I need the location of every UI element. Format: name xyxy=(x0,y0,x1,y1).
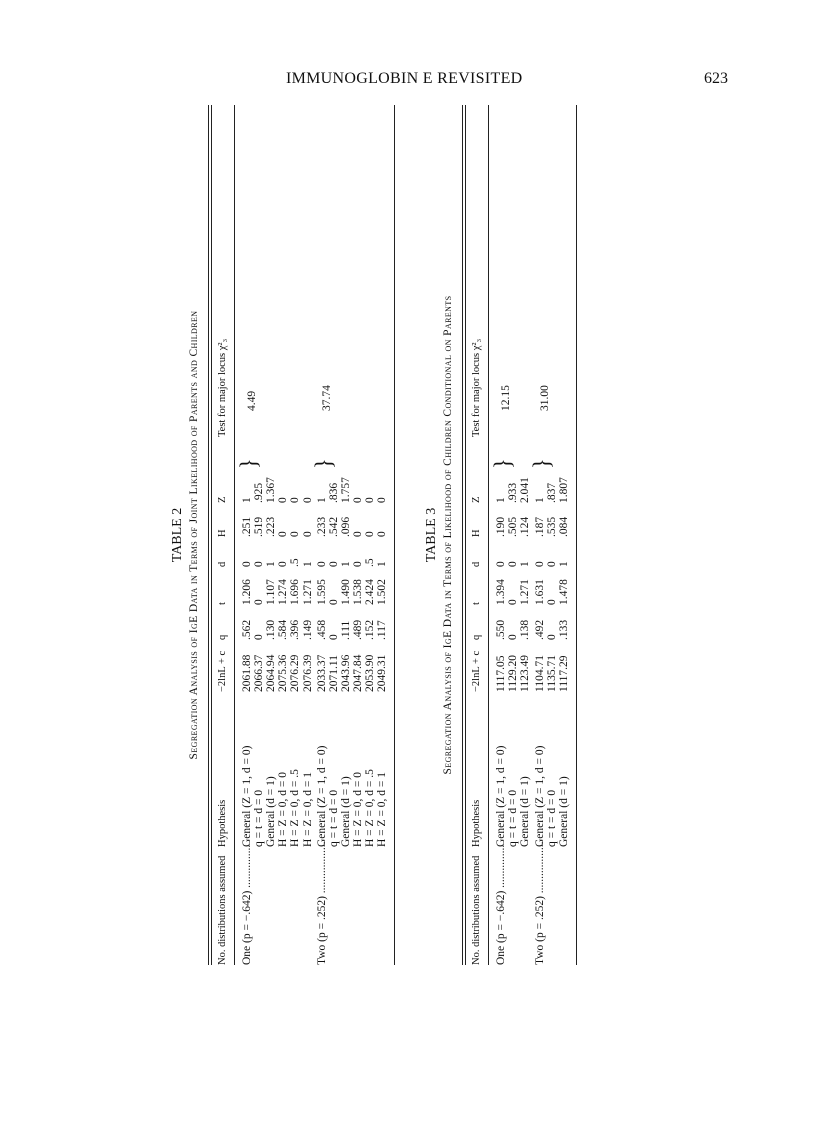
table3-d: 0 xyxy=(507,561,520,567)
table2-h: 0 xyxy=(364,531,376,537)
table2-d: 0 xyxy=(315,561,328,567)
running-head: IMMUNOGLOBIN E REVISITED xyxy=(286,70,523,87)
table2-h: .223 xyxy=(265,516,278,537)
table2-t: 1.271 xyxy=(301,579,314,605)
table2-z: 1 xyxy=(241,497,253,503)
table2-header-1: Hypothesis xyxy=(217,799,228,847)
table3-hypothesis: General (Z = 1, d = 0) xyxy=(495,745,508,847)
table2-header-4: t xyxy=(217,602,228,605)
table2-z: 1 xyxy=(315,497,328,503)
table2-lnl: 2076.39 xyxy=(301,654,314,692)
table3-h: .505 xyxy=(507,516,520,537)
table3-q: .138 xyxy=(519,619,532,640)
table2-d: 0 xyxy=(351,561,364,567)
table2-lnl: 2061.88 xyxy=(241,654,253,692)
table2-q: .152 xyxy=(364,619,376,640)
table3-lnl: 1117.05 xyxy=(495,655,508,692)
table2-rule-bottom xyxy=(394,105,395,965)
table3-z: .837 xyxy=(545,482,558,503)
table2-lnl: 2033.37 xyxy=(315,654,328,692)
table3-title: TABLE 3 xyxy=(424,507,440,563)
table3-hypothesis: General (d = 1) xyxy=(519,776,532,847)
table2-d: 1 xyxy=(376,561,389,567)
table2-caption: Segregation Analysis of IgE Data in Terms of Joint Likelihood of Parents and Children xyxy=(188,310,200,760)
table3-t: 0 xyxy=(545,599,558,605)
table3-t: 1.631 xyxy=(533,579,546,605)
page-number: 623 xyxy=(704,70,728,87)
table2-z: 1.757 xyxy=(339,477,352,503)
table2-z: 1.367 xyxy=(265,477,278,503)
table2-hypothesis: General (Z = 1, d = 0) xyxy=(315,745,328,847)
table2-header-2: −2lnL + c xyxy=(217,650,228,692)
table3-q: 0 xyxy=(545,634,558,640)
table2-hypothesis: General (Z = 1, d = 0) xyxy=(241,745,253,847)
table3-header-1: Hypothesis xyxy=(471,799,483,847)
table2-d: 1 xyxy=(301,561,314,567)
table2-z: .836 xyxy=(327,482,340,503)
table3-rule-bottom xyxy=(576,105,577,965)
table2-lnl: 2049.31 xyxy=(376,654,389,692)
table2-lnl: 2043.96 xyxy=(339,654,352,692)
table2-z: 0 xyxy=(351,497,364,503)
table3-z: 1 xyxy=(495,497,508,503)
table3-q: .492 xyxy=(533,619,546,640)
table2-title: TABLE 2 xyxy=(170,507,185,563)
table3-h: .190 xyxy=(495,516,508,537)
table3-h: .084 xyxy=(557,516,570,537)
table2-h: .233 xyxy=(315,516,328,537)
table3-d: 1 xyxy=(519,561,532,567)
table2-header-0: No. distributions assumed xyxy=(217,855,228,965)
table2-t: 1.490 xyxy=(339,579,352,605)
table2-d: 0 xyxy=(253,561,266,567)
table3-header-6: H xyxy=(471,529,483,537)
table3-z: 1.807 xyxy=(557,477,570,503)
table2-t: 0 xyxy=(253,599,266,605)
table3-t: 1.271 xyxy=(519,579,532,605)
table2-t: 1.696 xyxy=(289,579,302,605)
table3-z: 2.041 xyxy=(519,477,532,503)
table3-header-5: d xyxy=(471,561,483,567)
table2-h: 0 xyxy=(301,531,314,537)
table3-d: 0 xyxy=(545,561,558,567)
table3-d: 0 xyxy=(533,561,546,567)
table2-lnl: 2053.90 xyxy=(364,654,376,692)
table2-q: .149 xyxy=(301,619,314,640)
table2-hypothesis: H = Z = 0, d = 0 xyxy=(351,771,364,847)
table2-hypothesis: H = Z = 0, d = .5 xyxy=(364,769,376,847)
table3-h: .187 xyxy=(533,516,546,537)
table2-test: 4.49 xyxy=(246,390,258,411)
table2-header-3: q xyxy=(217,634,228,640)
brace: } xyxy=(488,458,517,469)
table3-header-3: q xyxy=(471,634,483,640)
table2-t: 1.274 xyxy=(277,579,290,605)
table2-t: 1.538 xyxy=(351,579,364,605)
table2-d: .5 xyxy=(289,558,302,567)
table2-group-label: Two (p = .252) .................. xyxy=(315,841,328,965)
table2-hypothesis: H = Z = 0, d = 1 xyxy=(376,771,389,847)
table3-lnl: 1123.49 xyxy=(519,655,532,692)
table3-lnl: 1135.71 xyxy=(545,655,558,692)
table2-h: .519 xyxy=(253,516,266,537)
table3-hypothesis: General (Z = 1, d = 0) xyxy=(533,745,546,847)
table3-lnl: 1104.71 xyxy=(533,655,546,692)
table2-z: 0 xyxy=(364,497,376,503)
table2-q: .458 xyxy=(315,619,328,640)
table2-h: .542 xyxy=(327,516,340,537)
table2-q: .111 xyxy=(339,620,352,640)
brace: } xyxy=(527,458,555,469)
table2-rule-header xyxy=(234,105,235,965)
table2-hypothesis: H = Z = 0, d = 1 xyxy=(301,771,314,847)
table2-lnl: 2075.36 xyxy=(277,654,290,692)
table2-z: .925 xyxy=(253,482,266,503)
table3-q: .133 xyxy=(557,619,570,640)
table2-d: 0 xyxy=(327,561,340,567)
table2-lnl: 2047.84 xyxy=(351,654,364,692)
table2-group-label: One (p = −.642) ............... xyxy=(241,844,253,965)
table3-z: 1 xyxy=(533,497,546,503)
table2-header-8: Test for major locus χ²₃ xyxy=(217,338,228,437)
table2-hypothesis: General (d = 1) xyxy=(265,776,278,847)
table2-d: .5 xyxy=(364,558,376,567)
table3-d: 1 xyxy=(557,561,570,567)
table2-hypothesis: General (d = 1) xyxy=(339,776,352,847)
table2-h: 0 xyxy=(277,531,290,537)
table3-rule-top2 xyxy=(465,105,466,965)
table3-header-4: t xyxy=(471,602,483,605)
table3-caption: Segregation Analysis of IgE Data in Terms of Likelihood of Children Conditional on Parents xyxy=(442,295,455,775)
table3-rule-header xyxy=(488,105,489,965)
table3-d: 0 xyxy=(495,561,508,567)
table2-q: .584 xyxy=(277,619,290,640)
table3-t: 1.478 xyxy=(557,579,570,605)
table3-header-2: −2lnL + c xyxy=(471,650,483,692)
table2-q: .489 xyxy=(351,619,364,640)
table2-t: 2.424 xyxy=(364,579,376,605)
table2-t: 1.502 xyxy=(376,579,389,605)
table2-lnl: 2066.37 xyxy=(253,654,266,692)
table2-lnl: 2076.29 xyxy=(289,654,302,692)
table3-hypothesis: General (d = 1) xyxy=(557,776,570,847)
table3-h: .535 xyxy=(545,516,558,537)
table2-q: .130 xyxy=(265,619,278,640)
table2-z: 0 xyxy=(289,497,302,503)
table2-q: 0 xyxy=(253,634,266,640)
table3-group-label: Two (p = .252) .................. xyxy=(533,841,546,965)
table2-t: 1.206 xyxy=(241,579,253,605)
table3-test: 12.15 xyxy=(500,385,513,411)
table2-test: 37.74 xyxy=(320,385,333,411)
table2-z: 0 xyxy=(376,497,389,503)
table2-t: 1.107 xyxy=(265,579,278,605)
table2-rule-top2 xyxy=(211,105,212,965)
table3-header-0: No. distributions assumed xyxy=(471,855,483,965)
brace: } xyxy=(309,458,337,469)
table2-d: 1 xyxy=(265,561,278,567)
table3-q: .550 xyxy=(495,619,508,640)
table3-group-label: One (p = −.642) ............... xyxy=(495,844,508,965)
table2-h: 0 xyxy=(289,531,302,537)
table2-header-5: d xyxy=(217,561,228,567)
table2-header-6: H xyxy=(217,529,228,537)
table2-t: 0 xyxy=(327,599,340,605)
table2-q: .396 xyxy=(289,619,302,640)
table2-q: 0 xyxy=(327,634,340,640)
table3-t: 1.394 xyxy=(495,579,508,605)
table2-z: 0 xyxy=(277,497,290,503)
table2-hypothesis: q = t = d = 0 xyxy=(253,789,266,847)
table2-lnl: 2071.11 xyxy=(327,655,340,692)
table3-z: .933 xyxy=(507,482,520,503)
table2-z: 0 xyxy=(301,497,314,503)
table2-hypothesis: H = Z = 0, d = .5 xyxy=(289,769,302,847)
rotated-tables xyxy=(170,105,640,965)
table2-h: .096 xyxy=(339,516,352,537)
brace: } xyxy=(234,458,263,469)
table3-test: 31.00 xyxy=(538,385,551,411)
table2-hypothesis: q = t = d = 0 xyxy=(327,789,340,847)
table2-d: 1 xyxy=(339,561,352,567)
table2-h: 0 xyxy=(376,531,389,537)
table3-lnl: 1129.20 xyxy=(507,655,520,692)
table2-header-7: Z xyxy=(217,496,228,503)
table3-t: 0 xyxy=(507,599,520,605)
table3-hypothesis: q = t = d = 0 xyxy=(545,789,558,847)
table2-rule-top xyxy=(208,105,209,965)
table2-h: .251 xyxy=(241,516,253,537)
table2-lnl: 2064.94 xyxy=(265,654,278,692)
table2-t: 1.595 xyxy=(315,579,328,605)
table3-hypothesis: q = t = d = 0 xyxy=(507,789,520,847)
table2-d: 0 xyxy=(241,561,253,567)
table3-q: 0 xyxy=(507,634,520,640)
table2-h: 0 xyxy=(351,531,364,537)
table3-rule-top xyxy=(462,105,463,965)
table2-q: .562 xyxy=(241,619,253,640)
table3-header-7: Z xyxy=(471,496,483,503)
table3-header-8: Test for major locus χ²₃ xyxy=(471,338,483,437)
table2-q: .117 xyxy=(376,620,389,640)
table2-hypothesis: H = Z = 0, d = 0 xyxy=(277,771,290,847)
table3-lnl: 1117.29 xyxy=(557,655,570,692)
table3-h: .124 xyxy=(519,516,532,537)
table2-d: 0 xyxy=(277,561,290,567)
